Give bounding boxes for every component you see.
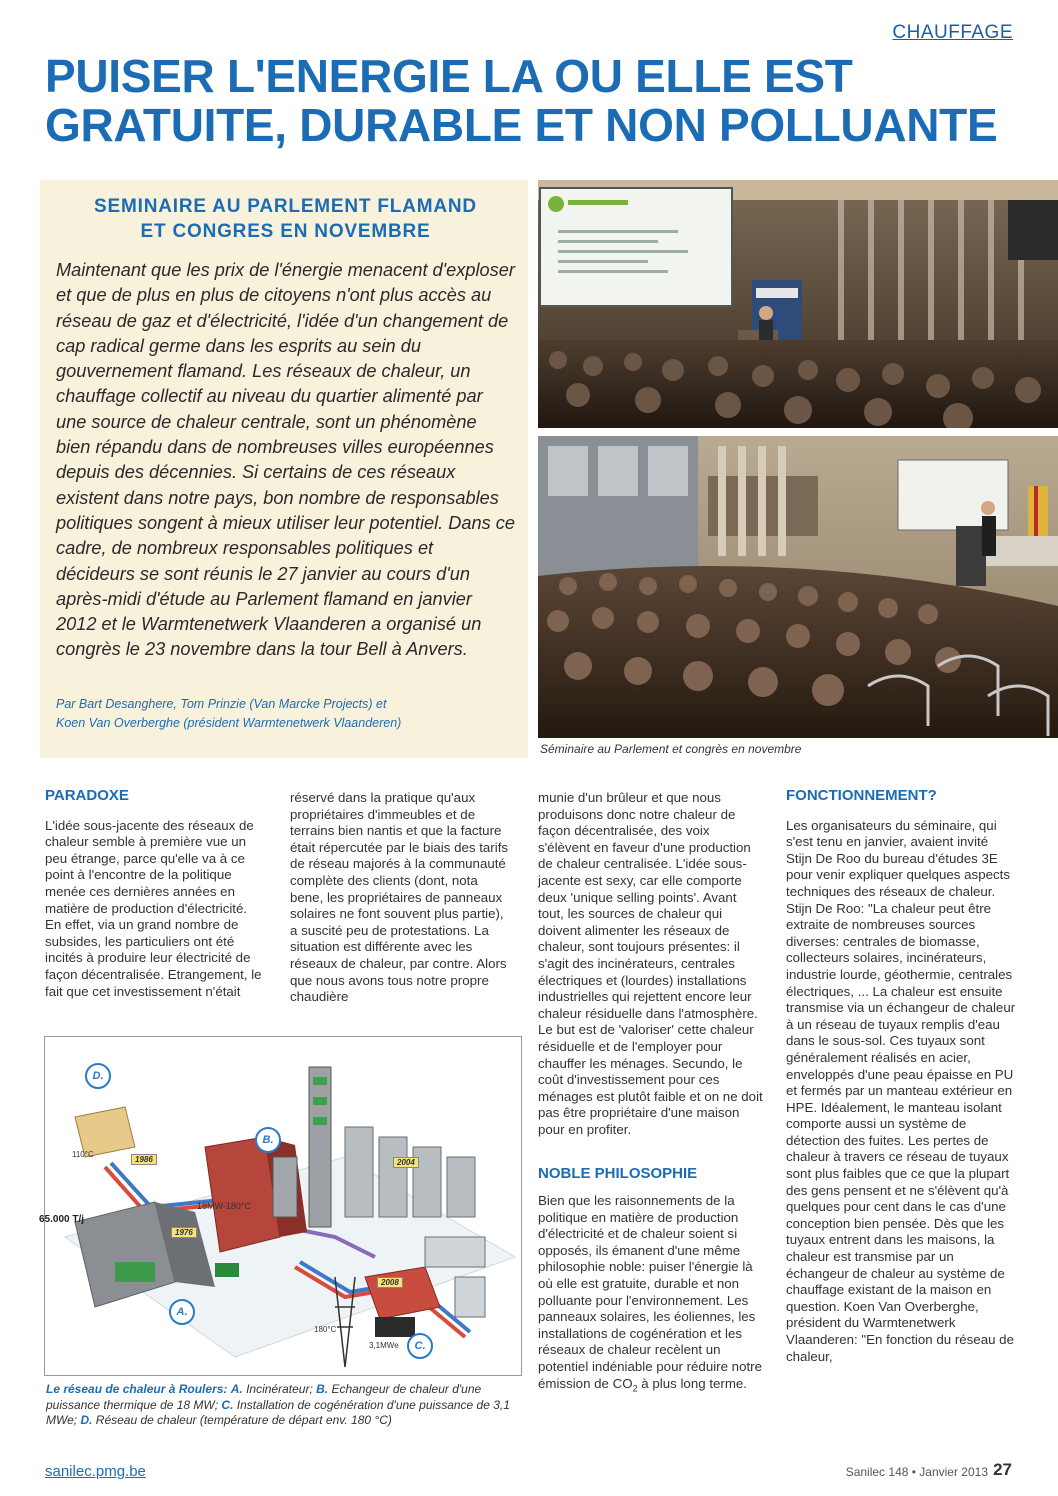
label-power: 3,1MWe (369, 1341, 399, 1350)
author-byline (56, 695, 516, 733)
caption-a-key: A. (230, 1382, 243, 1396)
noble-text-b: à plus long terme. (637, 1375, 747, 1391)
heat-network-diagram (39, 1036, 522, 1376)
footer-website-link[interactable]: sanilec.pmg.be (45, 1463, 146, 1480)
noble-text-a: Bien que les raisonnements de la politique en matière de production d'électricité et de chaleur soient si opposés, ils émanent d'une même philosophie noble: puiser l'énergie là où elle est gratuite, durable et non polluante pour l'environnement. Les panneaux solaires, les éoliennes, les installations de cogénération et les réseaux de chaleur recèlent un potentiel indéniable pour réduire notre émission de CO (538, 1193, 762, 1391)
fonctionnement-text: Les organisateurs du séminaire, qui s'est tenu en janvier, avaient invité Stijn De Roo du bureau d'études 3E pour venir expliquer quelques aspects techniques des réseaux de chaleur. Stijn De Roo: "La chaleur peut être extraite de nombreuses sources diverses: centrales de biomasse, collecteurs solaires, incinérateurs, industrie lourde, géothermie, centrales électriques, ... La chaleur est ensuite transmise via un échangeur de chaleur à un réseau de tuyaux remplis d'eau dans le sous-sol. Ces tuyaux sont généralement réalisés en acier, enveloppés d'une peau épaisse en PU et fermés par un manteau extérieur en HPE. Idéalement, le manteau isolant comporte aussi un système de détection des fuites. Les pertes de chaleur à travers ce réseau de tuyaux sont plus faibles que ce que la plupart des gens pensent et ne s'élèvent qu'à quelques pour cent dans le cas d'une conception bien pensée. Dès que les tuyaux entrent dans les maisons, la chaleur est transmise par un échangeur de chaleur au système de chauffage existant de la maison en question. Koen Van Overberghe, président du Warmtenetwerk Vlaanderen: "En fonction du réseau de chaleur, (786, 817, 1016, 1364)
seminar-photo (538, 180, 1058, 428)
page-number: 27 (993, 1460, 1012, 1479)
year-label-2004: 2004 (393, 1157, 419, 1168)
year-label-2008: 2008 (377, 1277, 403, 1288)
marker-a: A. (169, 1299, 195, 1325)
heading-paradoxe: PARADOXE (45, 787, 129, 804)
footer-issue: Sanilec 148 • Janvier 2013 (845, 1465, 988, 1479)
congress-photo (538, 436, 1058, 738)
byline-line-1: Par Bart Desanghere, Tom Prinzie (Van Marcke Projects) et (56, 697, 387, 711)
column-3-text: munie d'un brûleur et que nous produisons donc notre chaleur de façon décentralisée, des voix s'élèvent en faveur d'une production de chaleur centralisée. L'idée sous-jacente est sexy, car elle comporte deux 'unique selling points'. Avant tout, les sources de chaleur qui doivent alimenter les réseaux de chaleur, sont toujours présentes: il s'agit des incinérateurs, centrales électriques et (lourdes) installations industrielles qui rejettent encore leur chaleur résiduelle dans l'atmosphère. Le but est de 'valoriser' cette chaleur résiduelle et de l'employer pour chauffer les ménages. Secundo, le coût d'investissement pour ces ménages est plutôt faible et on ne doit pas être propriétaire d'une maison pour en profiter. (538, 790, 763, 1137)
byline-line-2: Koen Van Overberghe (président Warmtenetwerk Vlaanderen) (56, 716, 402, 730)
label-180c: 180°C (314, 1325, 337, 1334)
intro-heading (58, 194, 513, 244)
diagram-caption (46, 1382, 521, 1429)
column-2-text: réservé dans la pratique qu'aux propriétaires d'immeubles et de terrains bien nantis et que la facture était répercutée par le biais des tarifs de réseau majorés à la communauté complète des clients (dont, nota bene, les propriétaires de panneaux solaires ne font souvent plus partie), a suscité peu de protestations. La situation est différente avec les réseaux de chaleur, par contre. Alors que nous avons tous notre propre chaudière (290, 790, 509, 1005)
page-headline (45, 52, 1025, 150)
caption-b-key: B. (316, 1382, 329, 1396)
caption-title: Le réseau de chaleur à Roulers: (46, 1382, 228, 1396)
co2-subscript: 2 (632, 1383, 638, 1394)
column-3 (538, 790, 764, 1397)
caption-d-text: Réseau de chaleur (température de départ env. 180 °C) (92, 1413, 392, 1427)
caption-a-text: Incinérateur; (242, 1382, 317, 1396)
caption-c-key: C. (221, 1397, 234, 1412)
heading-noble-philosophie: NOBLE PHILOSOPHIE (538, 1165, 698, 1183)
label-throughput: 65.000 T/j (39, 1214, 85, 1225)
label-exchanger: 18MW-180°C (197, 1201, 251, 1211)
noble-philosophie-text (538, 1193, 764, 1397)
intro-paragraph: Maintenant que les prix de l'énergie menacent d'exploser et que de plus en plus de citoyens n'ont plus accès au réseau de gaz et d'électricité, l'idée d'un changement de cap radical germe dans les esprits au sein du gouvernement flamand. Les réseaux de chaleur, un chauffage collectif au niveau du quartier alimenté par une source de chaleur centrale, sont un phénomène bien répandu dans de nombreuses villes européennes depuis des décennies. Si certains de ces réseaux existent dans notre pays, bon nombre de responsables politiques songent à mieux utiliser leur potentiel. Dans ce cadre, de nombreux responsables politiques et décideurs se sont réunis le 27 janvier au cours d'un après-midi d'étude au Parlement flamand en janvier 2012 et le Warmtenetwerk Vlaanderen a organisé un congrès le 23 novembre dans la tour Bell à Anvers. (56, 260, 515, 660)
diagram-illustration (45, 1037, 521, 1375)
column-4 (786, 788, 1016, 1365)
caption-b-text: Echangeur de chaleur d'une puissance thermique de 18 MW; (46, 1382, 482, 1412)
section-tag[interactable]: CHAUFFAGE (892, 22, 1013, 43)
paradoxe-text: L'idée sous-jacente des réseaux de chaleur semble à première vue un peu étrange, parce qu'elle va à ce point à l'encontre de la politique menée ces dernières années en matière de production d'électricité. En effet, via un grand nombre de subsides, les particuliers ont été incités à produire leur électricité de façon décentralisée. Etrangement, le fait que cet investissement n'était (45, 817, 262, 999)
intro-heading-line-2: ET CONGRES EN NOVEMBRE (140, 221, 431, 242)
heading-fonctionnement: FONCTIONNEMENT? (786, 787, 937, 804)
column-1 (45, 788, 267, 1000)
caption-d-key: D. (80, 1413, 93, 1427)
marker-d: D. (85, 1063, 111, 1089)
photo-caption: Séminaire au Parlement et congrès en novembre (540, 742, 802, 756)
headline-line-1: PUISER L'ENERGIE LA OU ELLE EST (45, 50, 853, 102)
label-110c: 110°C (72, 1150, 94, 1159)
marker-c: C. (407, 1333, 433, 1359)
caption-c-text: Installation de cogénération d'une puissance de 3,1 MWe; (46, 1397, 510, 1427)
marker-b: B. (255, 1127, 281, 1153)
intro-heading-line-1: SEMINAIRE AU PARLEMENT FLAMAND (94, 196, 477, 217)
year-label-1986: 1986 (131, 1154, 157, 1165)
column-2 (290, 790, 512, 1006)
headline-line-2: GRATUITE, DURABLE ET NON POLLUANTE (45, 99, 998, 151)
year-label-1976: 1976 (171, 1227, 197, 1238)
